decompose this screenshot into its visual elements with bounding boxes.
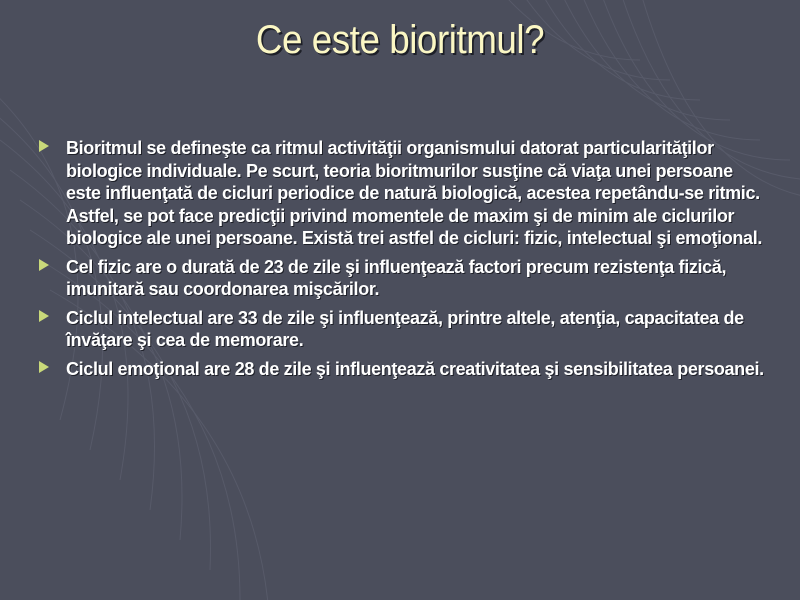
triangle-bullet-icon [39,140,49,152]
list-item [38,307,768,352]
triangle-bullet-icon [39,259,49,271]
bullet-list [38,137,768,386]
bullet-text: Ciclul intelectual are 33 de zile şi influenţează, printre altele, atenţia, capacitatea de învăţare şi cea de memorare. [66,307,744,350]
bullet-text: Bioritmul se defineşte ca ritmul activităţii organismului datorat particularităţilor biologice individuale. Pe scurt, teoria bioritmurilor susţine că viaţa unei persoane este influenţată de cicluri periodice de natură biologică, acestea repetându-se ritmic. Astfel, se pot face predicţii privind momentele de maxim şi de minim ale ciclurilor biologice ale unei persoane. Există trei astfel de cicluri: fizic, intelectual şi emoţional. [66,138,763,248]
bullet-text: Cel fizic are o durată de 23 de zile şi influenţează factori precum rezistenţa fizică, imunitară sau coordonarea mişcărilor. [66,256,727,299]
bullet-text: Ciclul emoţional are 28 de zile şi influenţează creativitatea şi sensibilitatea persoanei. [66,358,764,379]
list-item [38,358,768,381]
list-item [38,256,768,301]
triangle-bullet-icon [39,310,49,322]
slide-title: Ce este bioritmul? [255,18,545,62]
list-item [38,137,768,250]
triangle-bullet-icon [39,361,49,373]
